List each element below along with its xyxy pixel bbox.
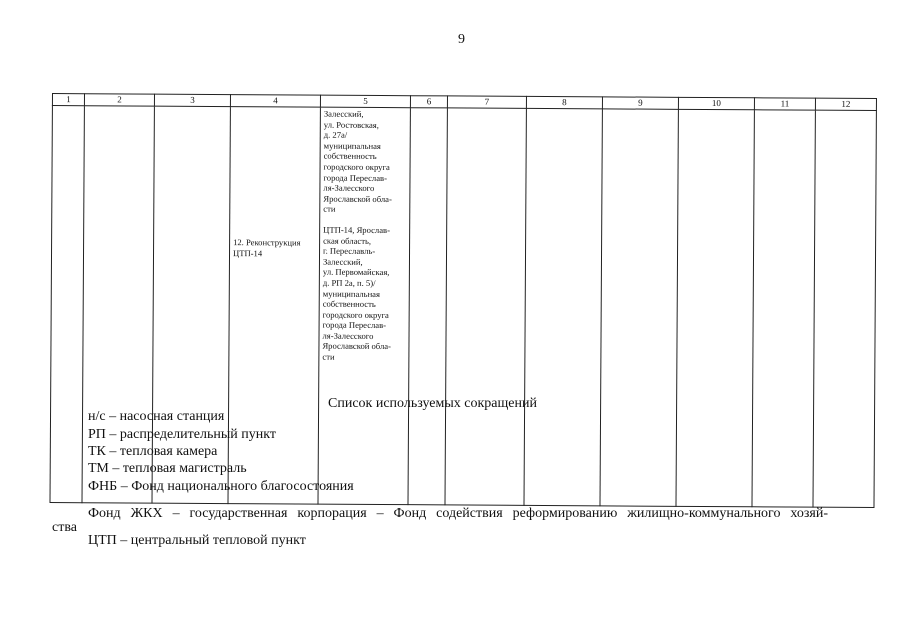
cell-line: собственность xyxy=(323,151,377,162)
column-header: 7 xyxy=(447,96,526,108)
cell-line: Залесский, xyxy=(322,256,363,267)
column-header: 6 xyxy=(410,96,447,108)
table-cell xyxy=(600,109,678,506)
column-header: 4 xyxy=(230,95,320,108)
table-cell xyxy=(445,108,526,505)
cell-line: сти xyxy=(322,351,335,362)
table-cell xyxy=(408,108,447,505)
abbreviation-item: ФНБ – Фонд национального благосостояния xyxy=(88,479,354,494)
cell-line: города Переслав- xyxy=(323,172,388,183)
cell-line: ул. Ростовская, xyxy=(323,119,379,130)
cell-line: ля-Залесского xyxy=(322,330,374,341)
cell-line: городского округа xyxy=(323,161,390,173)
cell-line: муниципальная xyxy=(322,288,381,299)
table-cell xyxy=(50,106,84,503)
cell-line: ля-Залесского xyxy=(323,182,375,194)
cell-line: ЦТП-14 xyxy=(232,247,263,258)
abbreviation-item: ЦТП – центральный тепловой пункт xyxy=(88,533,306,548)
cell-line: Ярославской обла- xyxy=(323,193,392,204)
table-cell xyxy=(524,108,602,505)
table-cell xyxy=(813,110,876,507)
cell-line: ская область, xyxy=(323,235,372,246)
cell-line: г. Переславль- xyxy=(323,245,376,257)
abbreviation-item: ТК – тепловая камера xyxy=(88,444,218,459)
cell-line: д. РП 2а, п. 5)/ xyxy=(322,277,376,288)
column-header: 11 xyxy=(754,98,815,110)
cell-line: Залесский, xyxy=(323,108,364,119)
object-name-cell xyxy=(228,107,320,505)
column-header: 3 xyxy=(154,94,230,106)
cell-line: собственность xyxy=(322,298,376,310)
column-header: 8 xyxy=(526,96,602,108)
address-ownership-cell xyxy=(318,107,410,505)
abbreviation-item: ТМ – тепловая магистраль xyxy=(88,461,247,476)
cell-line: сти xyxy=(323,204,336,215)
abbreviation-item-continuation: ства xyxy=(52,520,77,535)
cell-line: муниципальная xyxy=(323,140,381,151)
column-header: 2 xyxy=(84,94,154,106)
cell-line: города Переслав- xyxy=(322,319,387,331)
column-header: 1 xyxy=(52,94,84,106)
column-header: 12 xyxy=(815,98,876,110)
page-number: 9 xyxy=(458,32,465,47)
cell-line: ул. Первомайская, xyxy=(322,266,390,278)
cell-line: 12. Реконструкция xyxy=(233,237,301,248)
cell-line: городского округа xyxy=(322,309,389,320)
abbreviation-item: РП – распределительный пункт xyxy=(88,427,276,442)
table-cell xyxy=(752,110,815,507)
table-cell xyxy=(676,109,754,506)
column-header: 5 xyxy=(320,95,410,108)
column-header: 10 xyxy=(678,97,754,109)
abbreviation-item: Фонд ЖКХ – государственная корпорация – Фонд содействия реформированию жилищно-коммунального хозяй- xyxy=(88,506,828,521)
cell-line: Ярославской обла- xyxy=(322,341,391,352)
cell-line: ЦТП-14, Ярослав- xyxy=(323,224,390,236)
column-header: 9 xyxy=(602,97,678,109)
abbreviation-item: н/с – насосная станция xyxy=(88,409,225,424)
abbreviations-title: Список используемых сокращений xyxy=(328,396,537,411)
cell-line: д. 27а/ xyxy=(323,129,348,140)
cell-gap xyxy=(323,215,409,226)
